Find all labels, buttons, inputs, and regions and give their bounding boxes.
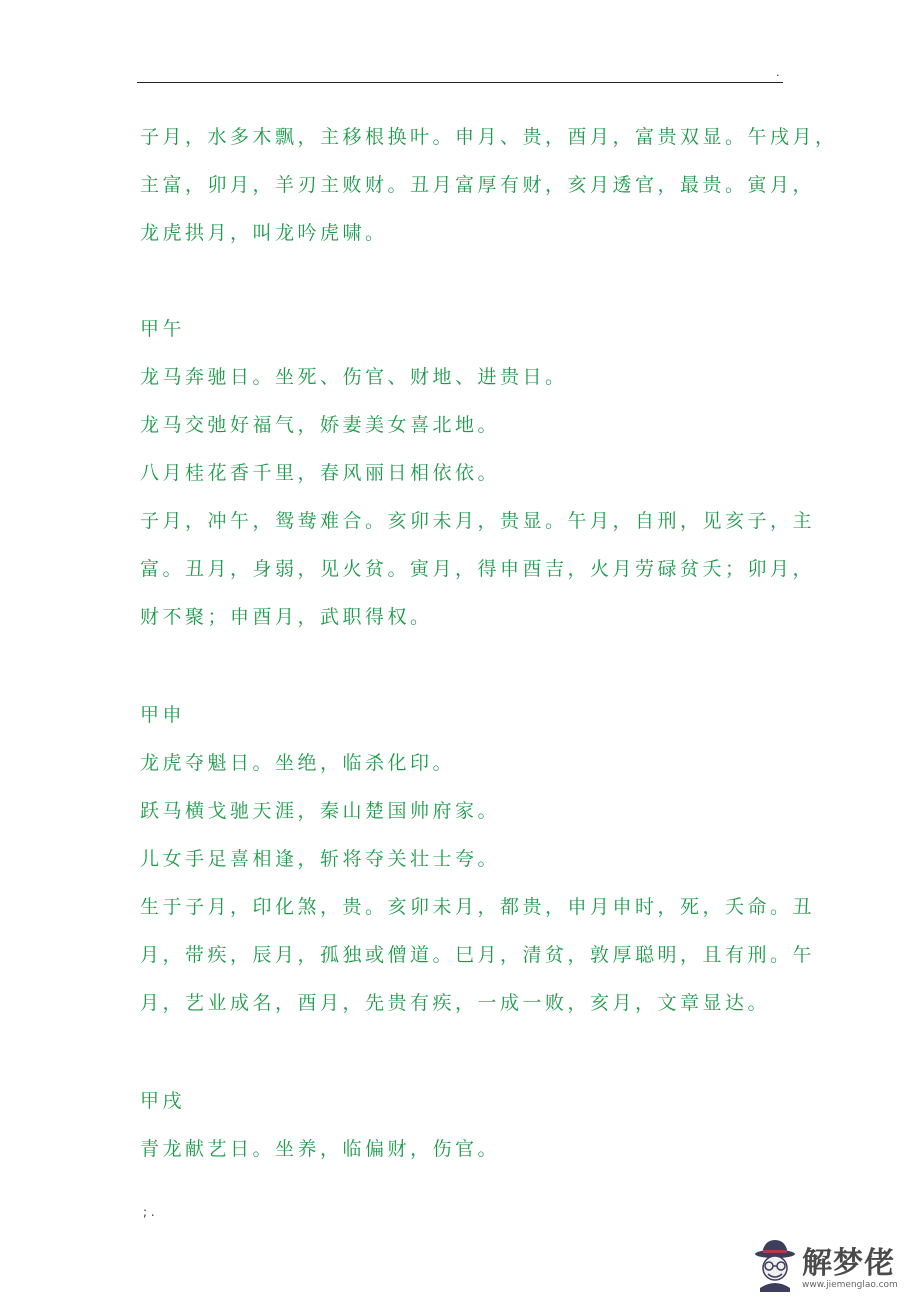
detective-icon	[752, 1236, 798, 1292]
footer-mark: ; .	[143, 1205, 155, 1219]
header-rule	[137, 82, 783, 83]
text-line: 子月，水多木飘，主移根换叶。申月、贵，酉月，富贵双显。午戌月，	[140, 126, 838, 148]
section-heading: 甲戌	[140, 1090, 186, 1112]
text-line: 龙马交弛好福气，娇妻美女喜北地。	[140, 414, 501, 436]
text-line: 龙虎夺魁日。坐绝，临杀化印。	[140, 752, 456, 774]
watermark-url: www.jiemenglao.com	[802, 1280, 898, 1290]
text-line: 月，艺业成名，酉月，先贵有疾，一成一败，亥月，文章显达。	[140, 992, 771, 1014]
text-line: 青龙献艺日。坐养，临偏财，伤官。	[140, 1138, 501, 1160]
text-line: 生于子月，印化煞，贵。亥卯未月，都贵，申月申时，死，夭命。丑	[140, 896, 816, 918]
text-line: 八月桂花香千里，春风丽日相依依。	[140, 462, 501, 484]
text-line: 富。丑月，身弱，见火贫。寅月，得申酉吉，火月劳碌贫夭；卯月，	[140, 558, 816, 580]
watermark-text: 解梦佬	[802, 1246, 895, 1281]
text-line: 月，带疾，辰月，孤独或僧道。巳月，清贫，敦厚聪明，且有刑。午	[140, 944, 816, 966]
text-line: 儿女手足喜相逢，斩将夺关壮士夸。	[140, 848, 501, 870]
text-line: 财不聚；申酉月，武职得权。	[140, 606, 433, 628]
text-line: 主富，卯月，羊刃主败财。丑月富厚有财，亥月透官，最贵。寅月，	[140, 174, 816, 196]
text-line: 龙虎拱月，叫龙吟虎啸。	[140, 222, 388, 244]
watermark-logo	[752, 1236, 912, 1296]
section-heading: 甲申	[140, 704, 186, 726]
text-line: 跃马横戈驰天涯，秦山楚国帅府家。	[140, 800, 501, 822]
text-line: 龙马奔驰日。坐死、伤官、财地、进贵日。	[140, 366, 568, 388]
header-mark: .	[776, 66, 780, 79]
section-heading: 甲午	[140, 318, 186, 340]
text-line: 子月，冲午，鸳鸯难合。亥卯未月，贵显。午月，自刑，见亥子，主	[140, 510, 816, 532]
